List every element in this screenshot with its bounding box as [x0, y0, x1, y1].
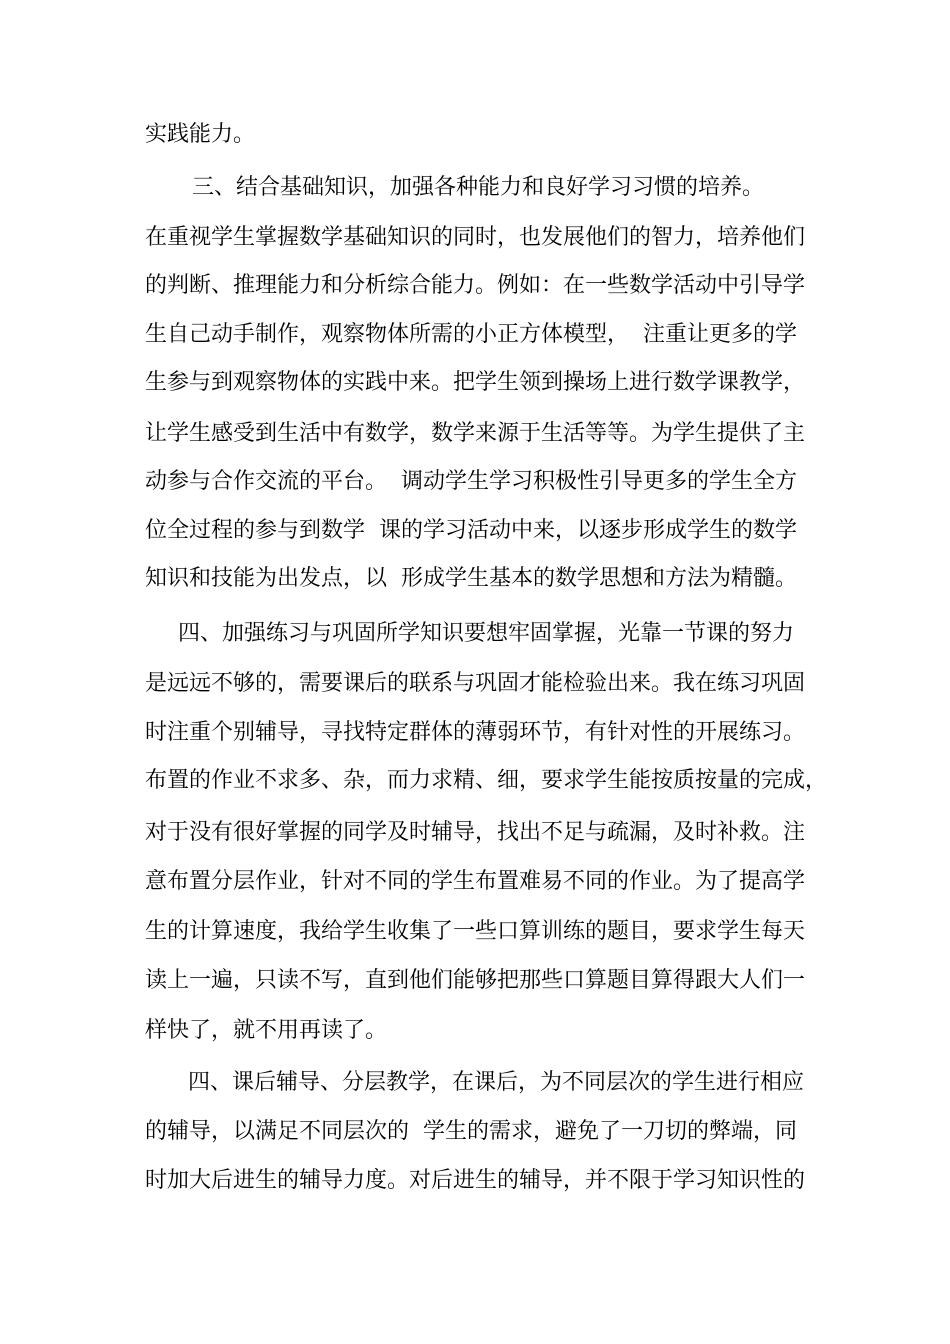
- text-line: 让学生感受到生活中有数学，数学来源于生活等等。为学生提供了主: [145, 421, 806, 446]
- text-line: 对于没有很好掌握的同学及时辅导，找出不足与疏漏，及时补救。注: [145, 820, 806, 845]
- text-line: 的辅导，以满足不同层次的 学生的需求，避免了一刀切的弊端，同: [145, 1119, 797, 1144]
- text-line: 时注重个别辅导，寻找特定群体的薄弱环节，有针对性的开展练习。: [145, 720, 806, 745]
- text-line: 四、加强练习与巩固所学知识要想牢固掌握，光靠一节课的努力: [178, 621, 795, 646]
- text-line: 生的计算速度，我给学生收集了一些口算训练的题目，要求学生每天: [145, 919, 806, 944]
- text-line: 样快了，就不用再读了。: [145, 1018, 388, 1043]
- text-line: 读上一遍，只读不写，直到他们能够把那些口算题目算得跟大人们一: [145, 968, 806, 993]
- text-line: 是远远不够的，需要课后的联系与巩固才能检验出来。我在练习巩固: [145, 671, 806, 696]
- text-line: 四、课后辅导、分层教学，在课后，为不同层次的学生进行相应: [188, 1070, 805, 1095]
- text-line: 生自己动手制作，观察物体所需的小正方体模型， 注重让更多的学: [145, 322, 797, 347]
- text-line: 动参与合作交流的平台。 调动学生学习积极性引导更多的学生全方: [145, 469, 797, 494]
- text-line: 布置的作业不求多、杂，而力求精、细，要求学生能按质按量的完成，: [145, 768, 828, 793]
- text-line: 的判断、推理能力和分析综合能力。例如：在一些数学活动中引导学: [145, 273, 806, 298]
- text-line: 实践能力。: [145, 122, 256, 147]
- text-line: 在重视学生掌握数学基础知识的同时，也发展他们的智力，培养他们: [145, 225, 806, 250]
- text-line: 生参与到观察物体的实践中来。把学生领到操场上进行数学课教学，: [145, 370, 806, 395]
- text-line: 意布置分层作业，针对不同的学生布置难易不同的作业。为了提高学: [145, 869, 806, 894]
- text-line: 时加大后进生的辅导力度。对后进生的辅导，并不限于学习知识性的: [145, 1168, 806, 1193]
- text-line: 位全过程的参与到数学 课的学习活动中来，以逐步形成学生的数学: [145, 518, 797, 543]
- text-line: 知识和技能为出发点，以 形成学生基本的数学思想和方法为精髓。: [145, 566, 797, 591]
- section-heading: 三、结合基础知识，加强各种能力和良好学习习惯的培养。: [192, 175, 765, 200]
